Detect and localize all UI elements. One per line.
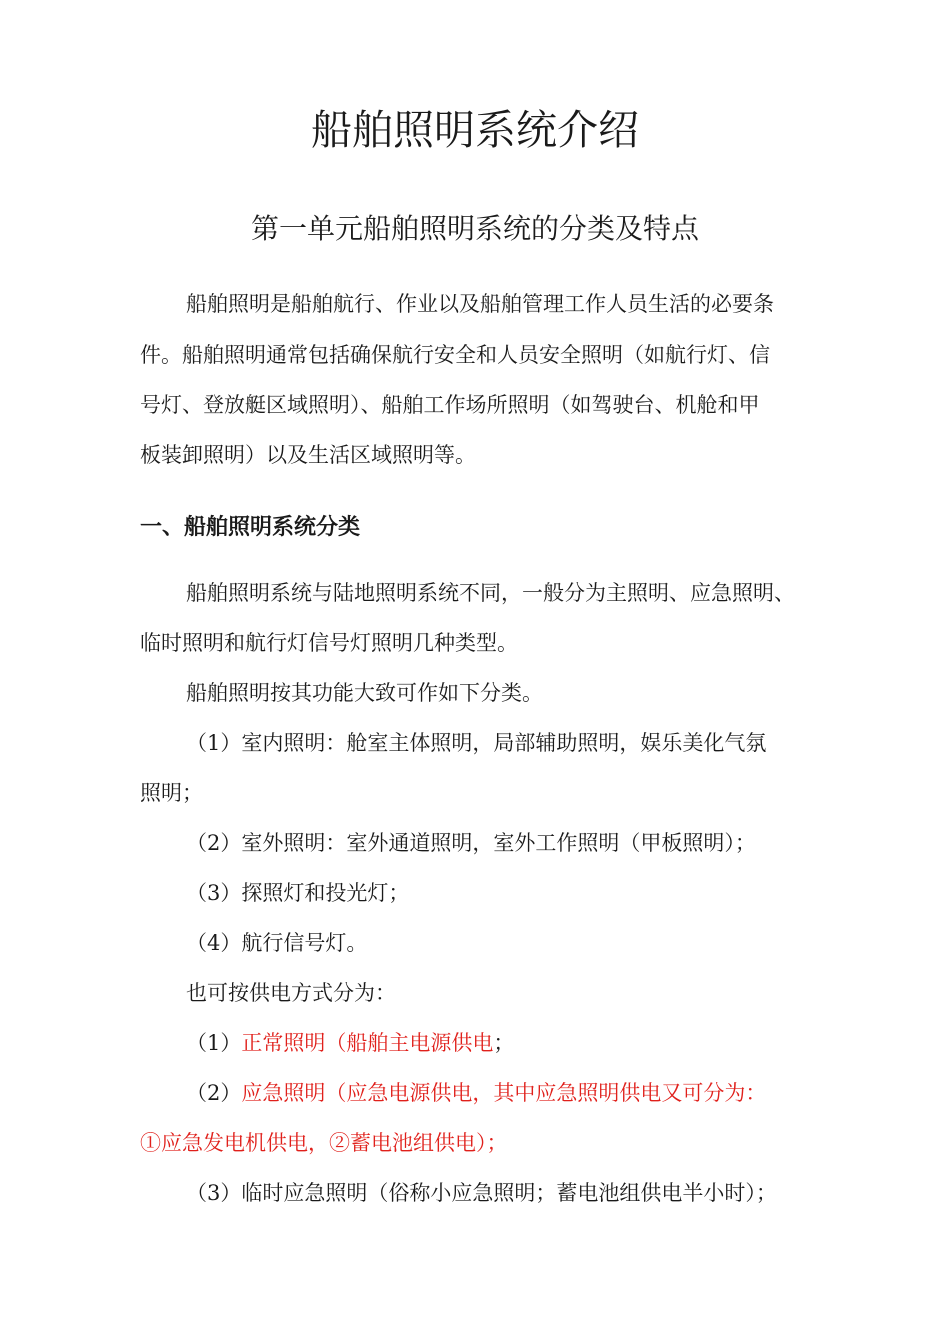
supply-item-2-prefix: （2）	[186, 1081, 242, 1105]
supply-item-2-continuation: ①应急发电机供电，②蓄电池组供电）；	[140, 1131, 508, 1155]
supply-item-1	[186, 1028, 886, 1058]
unit-title: 第一单元船舶照明系统的分类及特点	[250, 212, 699, 245]
function-item-4-prefix: （4）	[186, 931, 242, 955]
function-item-3-prefix: （3）	[186, 881, 242, 905]
function-item-2-prefix: （2）	[186, 831, 242, 855]
function-item-3	[186, 878, 886, 908]
function-item-1-prefix: （1）	[186, 731, 242, 755]
supply-item-1-text: 正常照明（船舶主电源供电	[241, 1031, 494, 1055]
supply-item-2	[186, 1078, 886, 1108]
section1-paragraph-1-line-2: 临时照明和航行灯信号灯照明几种类型。	[140, 631, 518, 655]
supply-item-1-prefix: （1）	[186, 1031, 242, 1055]
section1-paragraph-3: 也可按供电方式分为：	[186, 981, 396, 1005]
supply-item-2-text: 应急照明（应急电源供电，其中应急照明供电又可分为：	[241, 1081, 767, 1105]
function-item-2-text: 室外照明：室外通道照明，室外工作照明（甲板照明）；	[241, 831, 756, 855]
function-item-1-continuation: 照明；	[140, 781, 203, 805]
supply-item-3-prefix: （3）	[186, 1181, 242, 1205]
section1-paragraph-1-line-1: 船舶照明系统与陆地照明系统不同，一般分为主照明、应急照明、	[186, 581, 795, 605]
section-heading-classification: 一、船舶照明系统分类	[140, 515, 361, 540]
section1-paragraph-2: 船舶照明按其功能大致可作如下分类。	[186, 681, 543, 705]
supply-item-1-end: ；	[493, 1031, 515, 1055]
intro-line-2: 件。船舶照明通常包括确保航行安全和人员安全照明（如航行灯、信	[140, 343, 770, 367]
function-item-2	[186, 828, 886, 858]
function-item-1	[186, 728, 886, 758]
intro-line-1: 船舶照明是船舶航行、作业以及船舶管理工作人员生活的必要条	[186, 292, 774, 316]
function-item-4-text: 航行信号灯。	[241, 931, 368, 955]
supply-item-3	[186, 1178, 886, 1208]
intro-line-3: 号灯、登放艇区域照明）、船舶工作场所照明（如驾驶台、机舱和甲	[140, 393, 760, 417]
supply-item-3-text: 临时应急照明（俗称小应急照明；蓄电池组供电半小时）；	[241, 1181, 777, 1205]
function-item-4	[186, 928, 886, 958]
function-item-3-text: 探照灯和投光灯；	[241, 881, 410, 905]
intro-line-4: 板装卸照明）以及生活区域照明等。	[140, 443, 476, 467]
document-title: 船舶照明系统介绍	[311, 106, 639, 154]
function-item-1-text: 室内照明：舱室主体照明，局部辅助照明，娱乐美化气氛	[241, 731, 767, 755]
